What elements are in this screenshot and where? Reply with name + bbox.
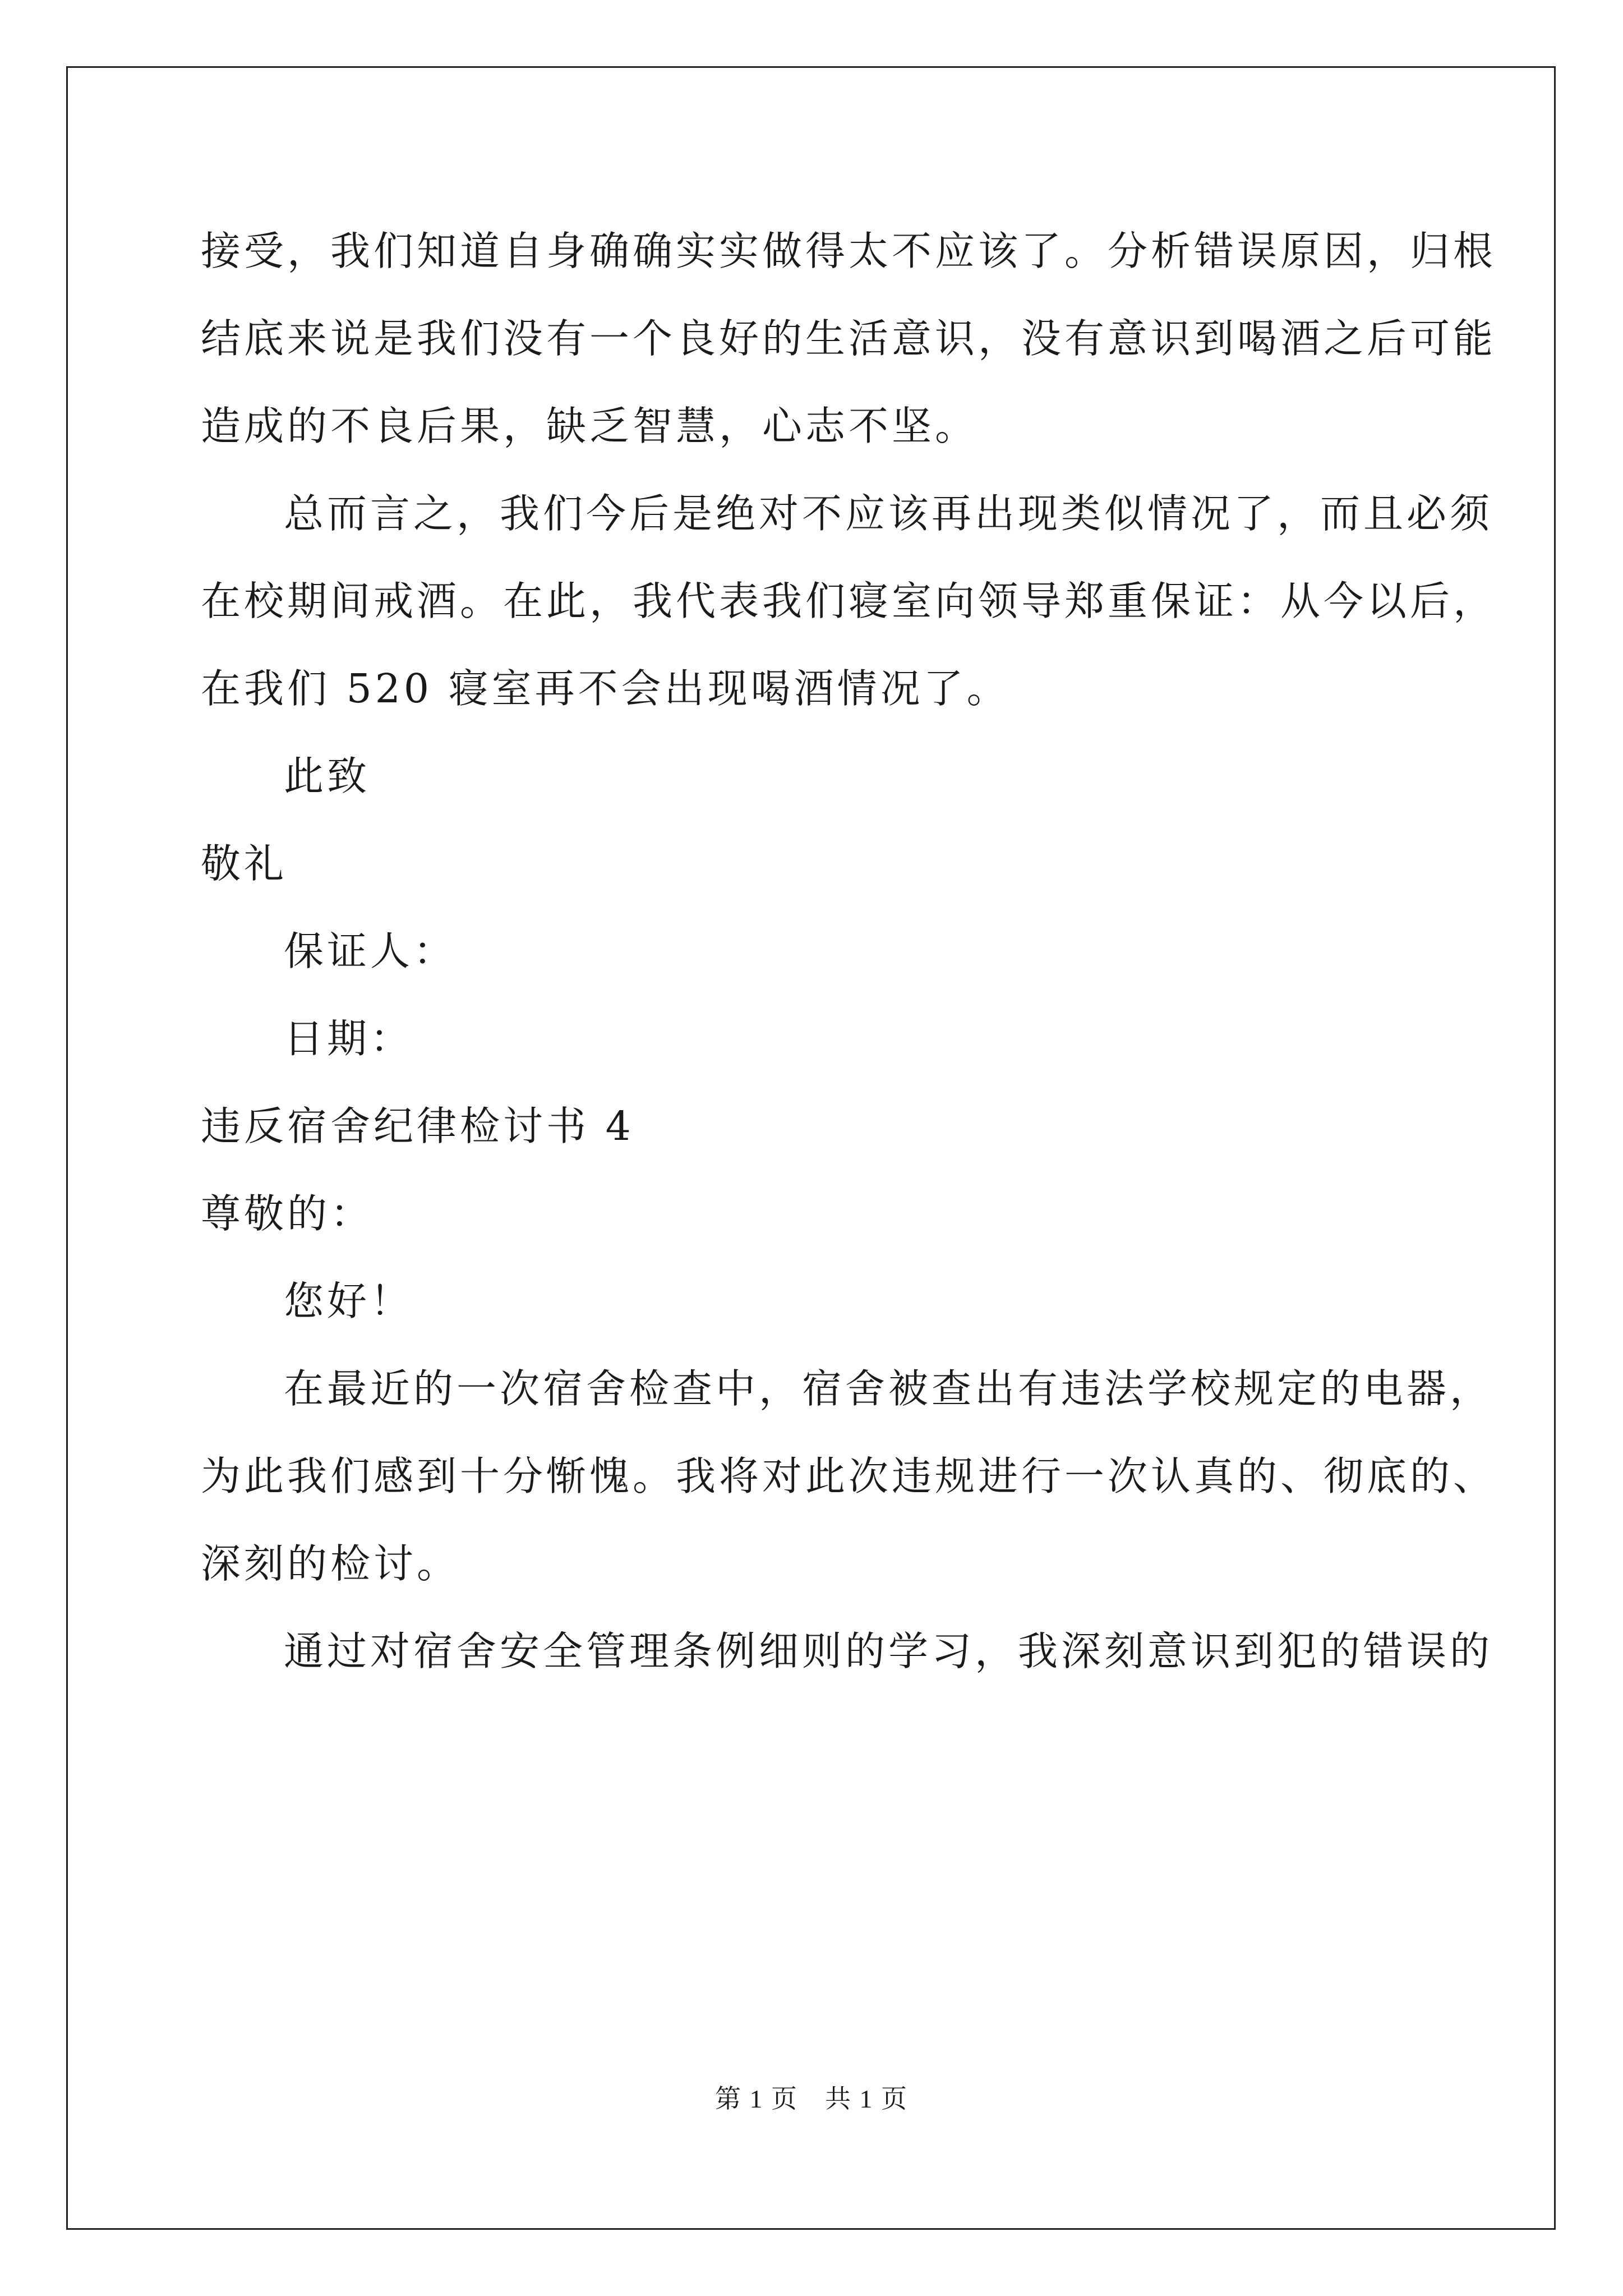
section-title: 违反宿舍纪律检讨书 4 bbox=[201, 1103, 634, 1149]
page-footer bbox=[0, 2078, 1623, 2115]
closing-salutation: 此致 bbox=[284, 753, 371, 799]
text-line: 在最近的一次宿舍检查中，宿舍被查出有违法学校规定的电器， bbox=[284, 1365, 1493, 1412]
text-line: 造成的不良后果，缺乏智慧，心志不坚。 bbox=[201, 403, 979, 449]
closing-regards: 敬礼 bbox=[201, 840, 288, 887]
text-line: 深刻的检讨。 bbox=[201, 1540, 460, 1587]
document-body bbox=[201, 208, 1497, 1695]
page-total: 共 1 页 bbox=[825, 2085, 908, 2113]
text-line: 通过对宿舍安全管理条例细则的学习，我深刻意识到犯的错误的 bbox=[284, 1628, 1493, 1674]
text-line: 结底来说是我们没有一个良好的生活意识，没有意识到喝酒之后可能 bbox=[201, 315, 1497, 362]
page-number: 第 1 页 bbox=[715, 2085, 798, 2113]
date-label: 日期： bbox=[284, 1015, 414, 1062]
text-line: 为此我们感到十分惭愧。我将对此次违规进行一次认真的、彻底的、 bbox=[201, 1453, 1497, 1499]
text-line: 总而言之，我们今后是绝对不应该再出现类似情况了，而且必须 bbox=[284, 490, 1493, 537]
text-line: 在我们 520 寝室再不会出现喝酒情况了。 bbox=[201, 665, 1010, 712]
guarantor-label: 保证人： bbox=[284, 928, 457, 974]
text-line: 在校期间戒酒。在此，我代表我们寝室向领导郑重保证：从今以后， bbox=[201, 578, 1497, 624]
recipient-salutation: 尊敬的： bbox=[201, 1190, 374, 1237]
text-line: 接受，我们知道自身确确实实做得太不应该了。分析错误原因，归根 bbox=[201, 228, 1497, 274]
greeting: 您好！ bbox=[284, 1278, 414, 1324]
